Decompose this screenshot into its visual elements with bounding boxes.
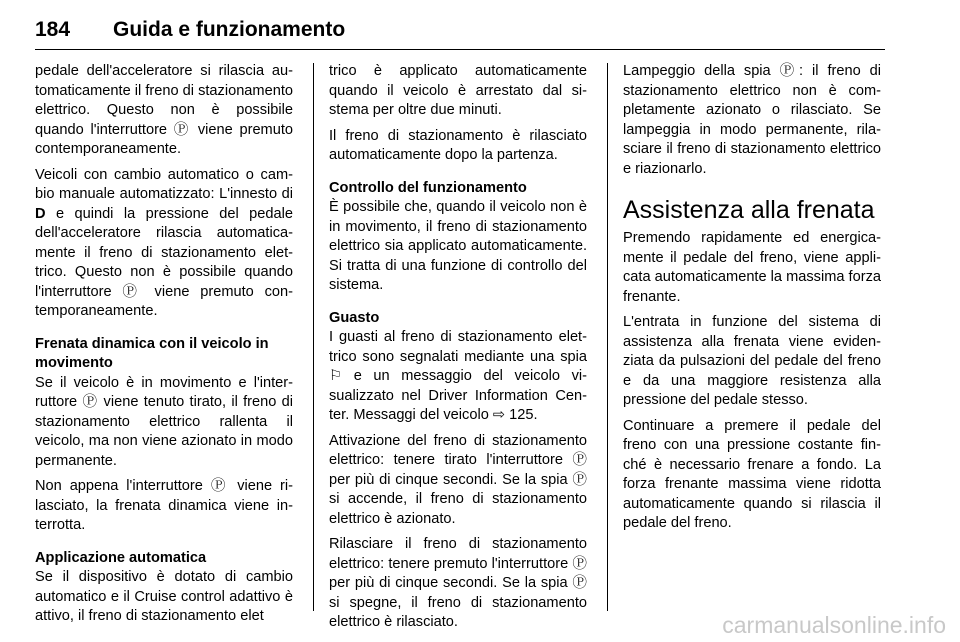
subheading-automatic-application: Applicazione automatica	[35, 549, 207, 566]
text-run: Veicoli con cambio automatico o cambio manuale automatizzato: L'innesto di	[35, 166, 293, 202]
paragraph: Non appena l'interruttore Ⓟ viene rilasciato, la frenata dinamica viene interrotta.	[35, 478, 293, 533]
paragraph: L'entrata in funzione del sistema di assistenza alla frenata viene evidenziata da pulsazioni del pedale del freno e da una maggiore resistenza alla pressione del pedale stesso.	[623, 314, 881, 408]
paragraph: Rilasciare il freno di stazionamento elettrico: tenere premuto l'interruttore Ⓟ per più di cinque secondi. Se la spia Ⓟ si spegne, il freno di stazionamento elettrico è rilasciato.	[329, 536, 587, 630]
column-2	[329, 62, 587, 639]
subheading-fault: Guasto	[329, 309, 380, 326]
column-1	[35, 62, 293, 633]
paragraph: Lampeggio della spia Ⓟ: il freno di stazionamento elettrico non è completamente azionato o rilasciato. Se lampeggia in modo permanente, rilasciare il freno di stazionamento elettrico e riazionarlo.	[623, 63, 881, 177]
paragraph: trico è applicato automaticamente quando il veicolo è arrestato dal sistema per oltre due minuti.	[329, 63, 587, 118]
text-run: e quindi la pressione del pedale dell'acceleratore rilascia automaticamente il freno di stazionamento elettrico. Questo non è possibile quando l'interruttore Ⓟ viene premuto contemporaneamente.	[35, 205, 293, 319]
paragraph: Attivazione del freno di stazionamento elettrico: tenere tirato l'interruttore Ⓟ per più di cinque secondi. Se la spia Ⓟ si accende, il freno di stazionamento elettrico è azionato.	[329, 432, 587, 527]
subheading-function-check: Controllo del funzionamento	[329, 179, 527, 196]
gear-position-d: D	[35, 205, 46, 222]
paragraph: Premendo rapidamente ed energicamente il pedale del freno, viene applicata automaticamente la massima forza frenante.	[623, 230, 881, 305]
paragraph: pedale dell'acceleratore si rilascia automaticamente il freno di stazionamento elettrico. Questo non è possibile quando l'interruttore Ⓟ viene premuto contemporaneamente.	[35, 63, 293, 157]
column-3	[623, 62, 881, 540]
paragraph: Se il veicolo è in movimento e l'interruttore Ⓟ viene tenuto tirato, il freno di stazionamento elettrico rallenta il veicolo, ma non viene azionato in modo permanente.	[35, 374, 293, 469]
paragraph: I guasti al freno di stazionamento elettrico sono segnalati mediante una spia ⚐ e un messaggio del veicolo visualizzato nel Driver Information Center. Messaggi del veicolo ⇨ 125.	[329, 329, 587, 423]
page-number: 184	[35, 18, 71, 41]
paragraph: Se il dispositivo è dotato di cambio automatico e il Cruise control adattivo è attivo, il freno di stazionamento elet	[35, 569, 293, 624]
paragraph: È possibile che, quando il veicolo non è in movimento, il freno di stazionamento elettrico sia applicato automaticamente. Si tratta di una funzione di controllo del sistema.	[329, 199, 587, 293]
paragraph: Continuare a premere il pedale del freno con una pressione costante finché è necessario frenare a fondo. La forza frenante massima viene ridotta automaticamente quando si rilascia il pedale del freno.	[623, 417, 881, 531]
header-rule	[35, 49, 885, 50]
watermark: carmanualsonline.info	[722, 612, 946, 638]
paragraph	[35, 166, 293, 322]
paragraph: Il freno di stazionamento è rilasciato automaticamente dopo la partenza.	[329, 127, 587, 163]
column-divider-1	[313, 63, 314, 611]
column-divider-2	[607, 63, 608, 611]
heading-brake-assist: Assistenza alla frenata	[623, 196, 875, 224]
subheading-dynamic-braking: Frenata dinamica con il veicolo in movimento	[35, 335, 269, 371]
page-header	[35, 18, 885, 44]
section-title: Guida e funzionamento	[113, 18, 346, 41]
